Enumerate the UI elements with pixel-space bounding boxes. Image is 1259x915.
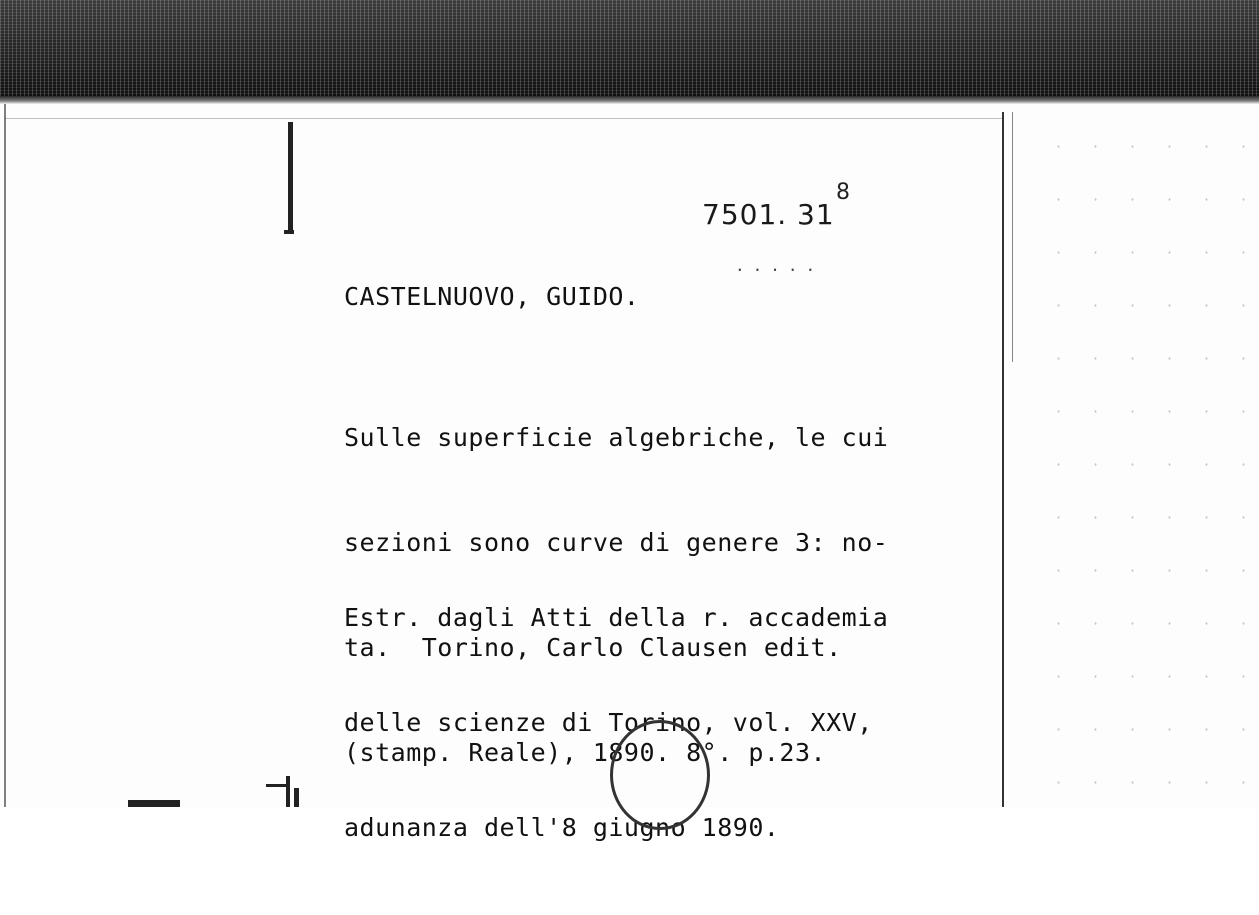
scan-top-band [0, 0, 1259, 100]
description-line: sezioni sono curve di genere 3: no- [344, 528, 889, 557]
card-top-edge [4, 118, 1004, 119]
note-line: delle scienze di Torino, vol. XXV, [344, 708, 873, 737]
scan-band-edge [0, 96, 1259, 104]
description-line: Sulle superficie algebriche, le cui [344, 423, 889, 452]
corner-mark [266, 776, 306, 807]
card-right-edge [1002, 112, 1004, 807]
note-block [344, 530, 888, 915]
call-number: 7501. 31 [702, 198, 835, 231]
note-line: adunanza dell'8 giugno 1890. [344, 813, 780, 842]
card-left-edge [4, 104, 6, 807]
description-line: (stamp. Reale), 1890. 8°. p.23. [344, 738, 827, 767]
punch-hole [610, 720, 710, 830]
author-heading: CASTELNUOVO, GUIDO. [344, 282, 640, 311]
note-line: Estr. dagli Atti della r. accademia [344, 603, 889, 632]
call-number-suffix: 8 [836, 180, 850, 205]
card-right-edge-inner [1012, 112, 1013, 362]
scan-noise [1040, 120, 1250, 800]
bottom-mark [128, 800, 180, 807]
bracket-mark [284, 122, 296, 238]
description-line: ta. Torino, Carlo Clausen edit. [344, 633, 842, 662]
call-number-dots: ..... [735, 256, 824, 275]
